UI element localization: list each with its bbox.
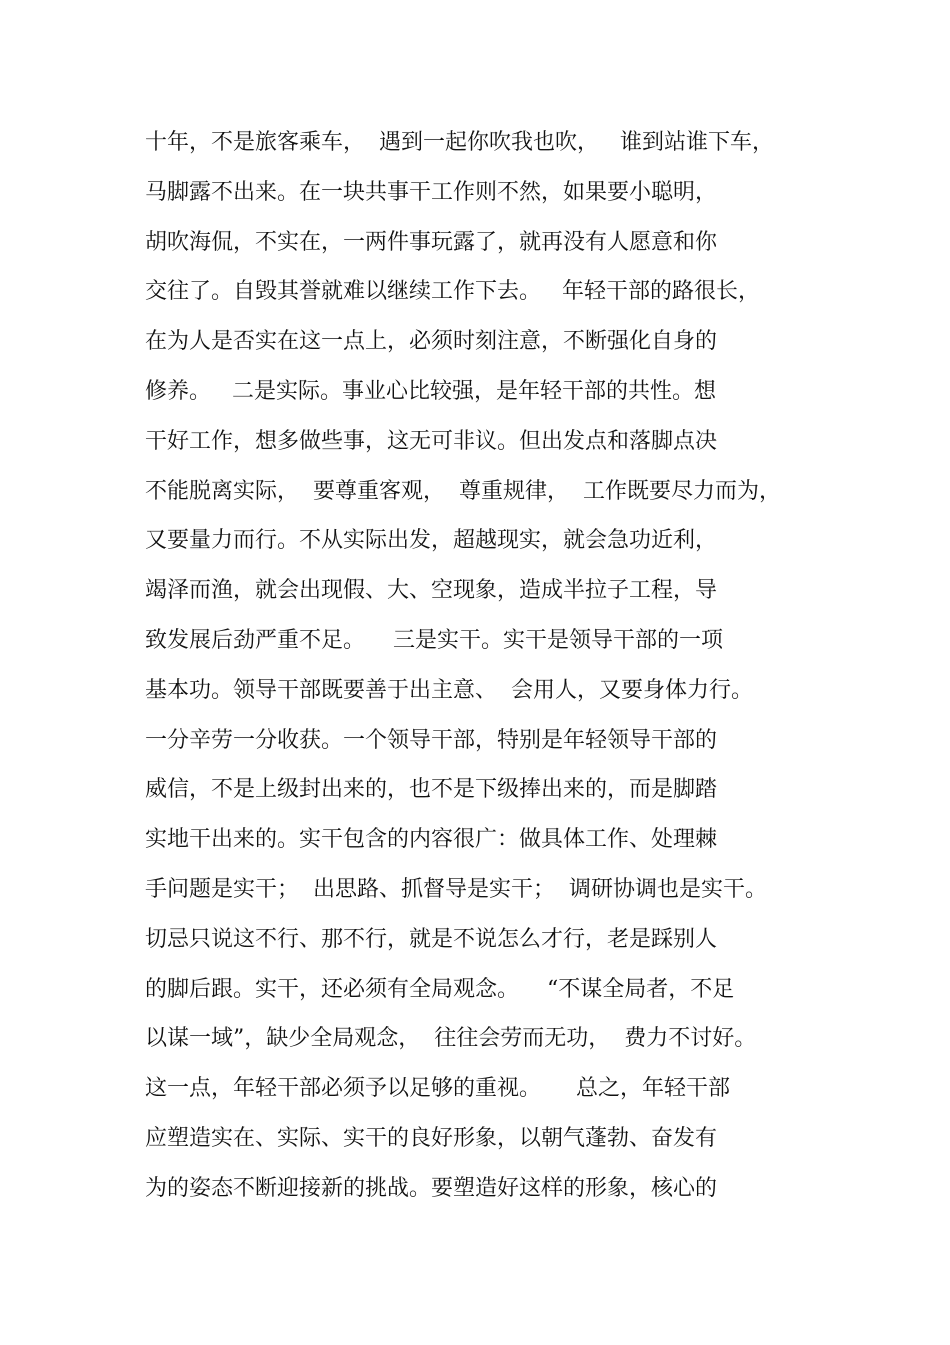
text-line: 手问题是实干； 出思路、抓督导是实干； 调研协调也是实干。 xyxy=(145,876,767,902)
body-text xyxy=(145,118,845,1214)
text-line: 为的姿态不断迎接新的挑战。要塑造好这样的形象，核心的 xyxy=(145,1175,718,1201)
text-line: 胡吹海侃，不实在，一两件事玩露了，就再没有人愿意和你 xyxy=(145,229,718,255)
text-line: 交往了。自毁其誉就难以继续工作下去。 年轻干部的路很长， xyxy=(145,279,760,305)
text-line: 修养。 二是实际。事业心比较强，是年轻干部的共性。想 xyxy=(145,378,716,404)
text-line: 切忌只说这不行、那不行，就是不说怎么才行，老是踩别人 xyxy=(145,926,718,952)
text-line: 又要量力而行。不从实际出发，超越现实，就会急功近利， xyxy=(145,528,718,554)
text-line: 实地干出来的。实干包含的内容很广：做具体工作、处理棘 xyxy=(145,827,718,853)
text-line: 十年，不是旅客乘车， 遇到一起你吹我也吹， 谁到站谁下车， xyxy=(145,130,774,155)
text-line: 基本功。领导干部既要善于出主意、 会用人，又要身体力行。 xyxy=(145,677,753,703)
text-line: 干好工作，想多做些事，这无可非议。但出发点和落脚点决 xyxy=(145,428,718,454)
text-line: 不能脱离实际， 要尊重客观， 尊重规律， 工作既要尽力而为， xyxy=(145,478,781,504)
text-line: 这一点，年轻干部必须予以足够的重视。 总之，年轻干部 xyxy=(145,1076,730,1102)
text-line: 致发展后劲严重不足。 三是实干。实干是领导干部的一项 xyxy=(145,627,723,653)
text-line: 应塑造实在、实际、实干的良好形象，以朝气蓬勃、奋发有 xyxy=(145,1125,718,1151)
text-line: 马脚露不出来。在一块共事干工作则不然，如果要小聪明， xyxy=(145,179,718,205)
text-line: 竭泽而渔，就会出现假、大、空现象，造成半拉子工程，导 xyxy=(145,578,718,604)
text-line: 以谋一域”，缺少全局观念， 往往会劳而无功， 费力不讨好。 xyxy=(145,1026,757,1052)
text-line: 一分辛劳一分收获。一个领导干部，特别是年轻领导干部的 xyxy=(145,727,718,753)
text-line: 的脚后跟。实干，还必须有全局观念。 “不谋全局者，不足 xyxy=(145,976,735,1002)
text-line: 在为人是否实在这一点上，必须时刻注意，不断强化自身的 xyxy=(145,329,718,355)
text-line: 威信，不是上级封出来的，也不是下级捧出来的，而是脚踏 xyxy=(145,777,718,803)
